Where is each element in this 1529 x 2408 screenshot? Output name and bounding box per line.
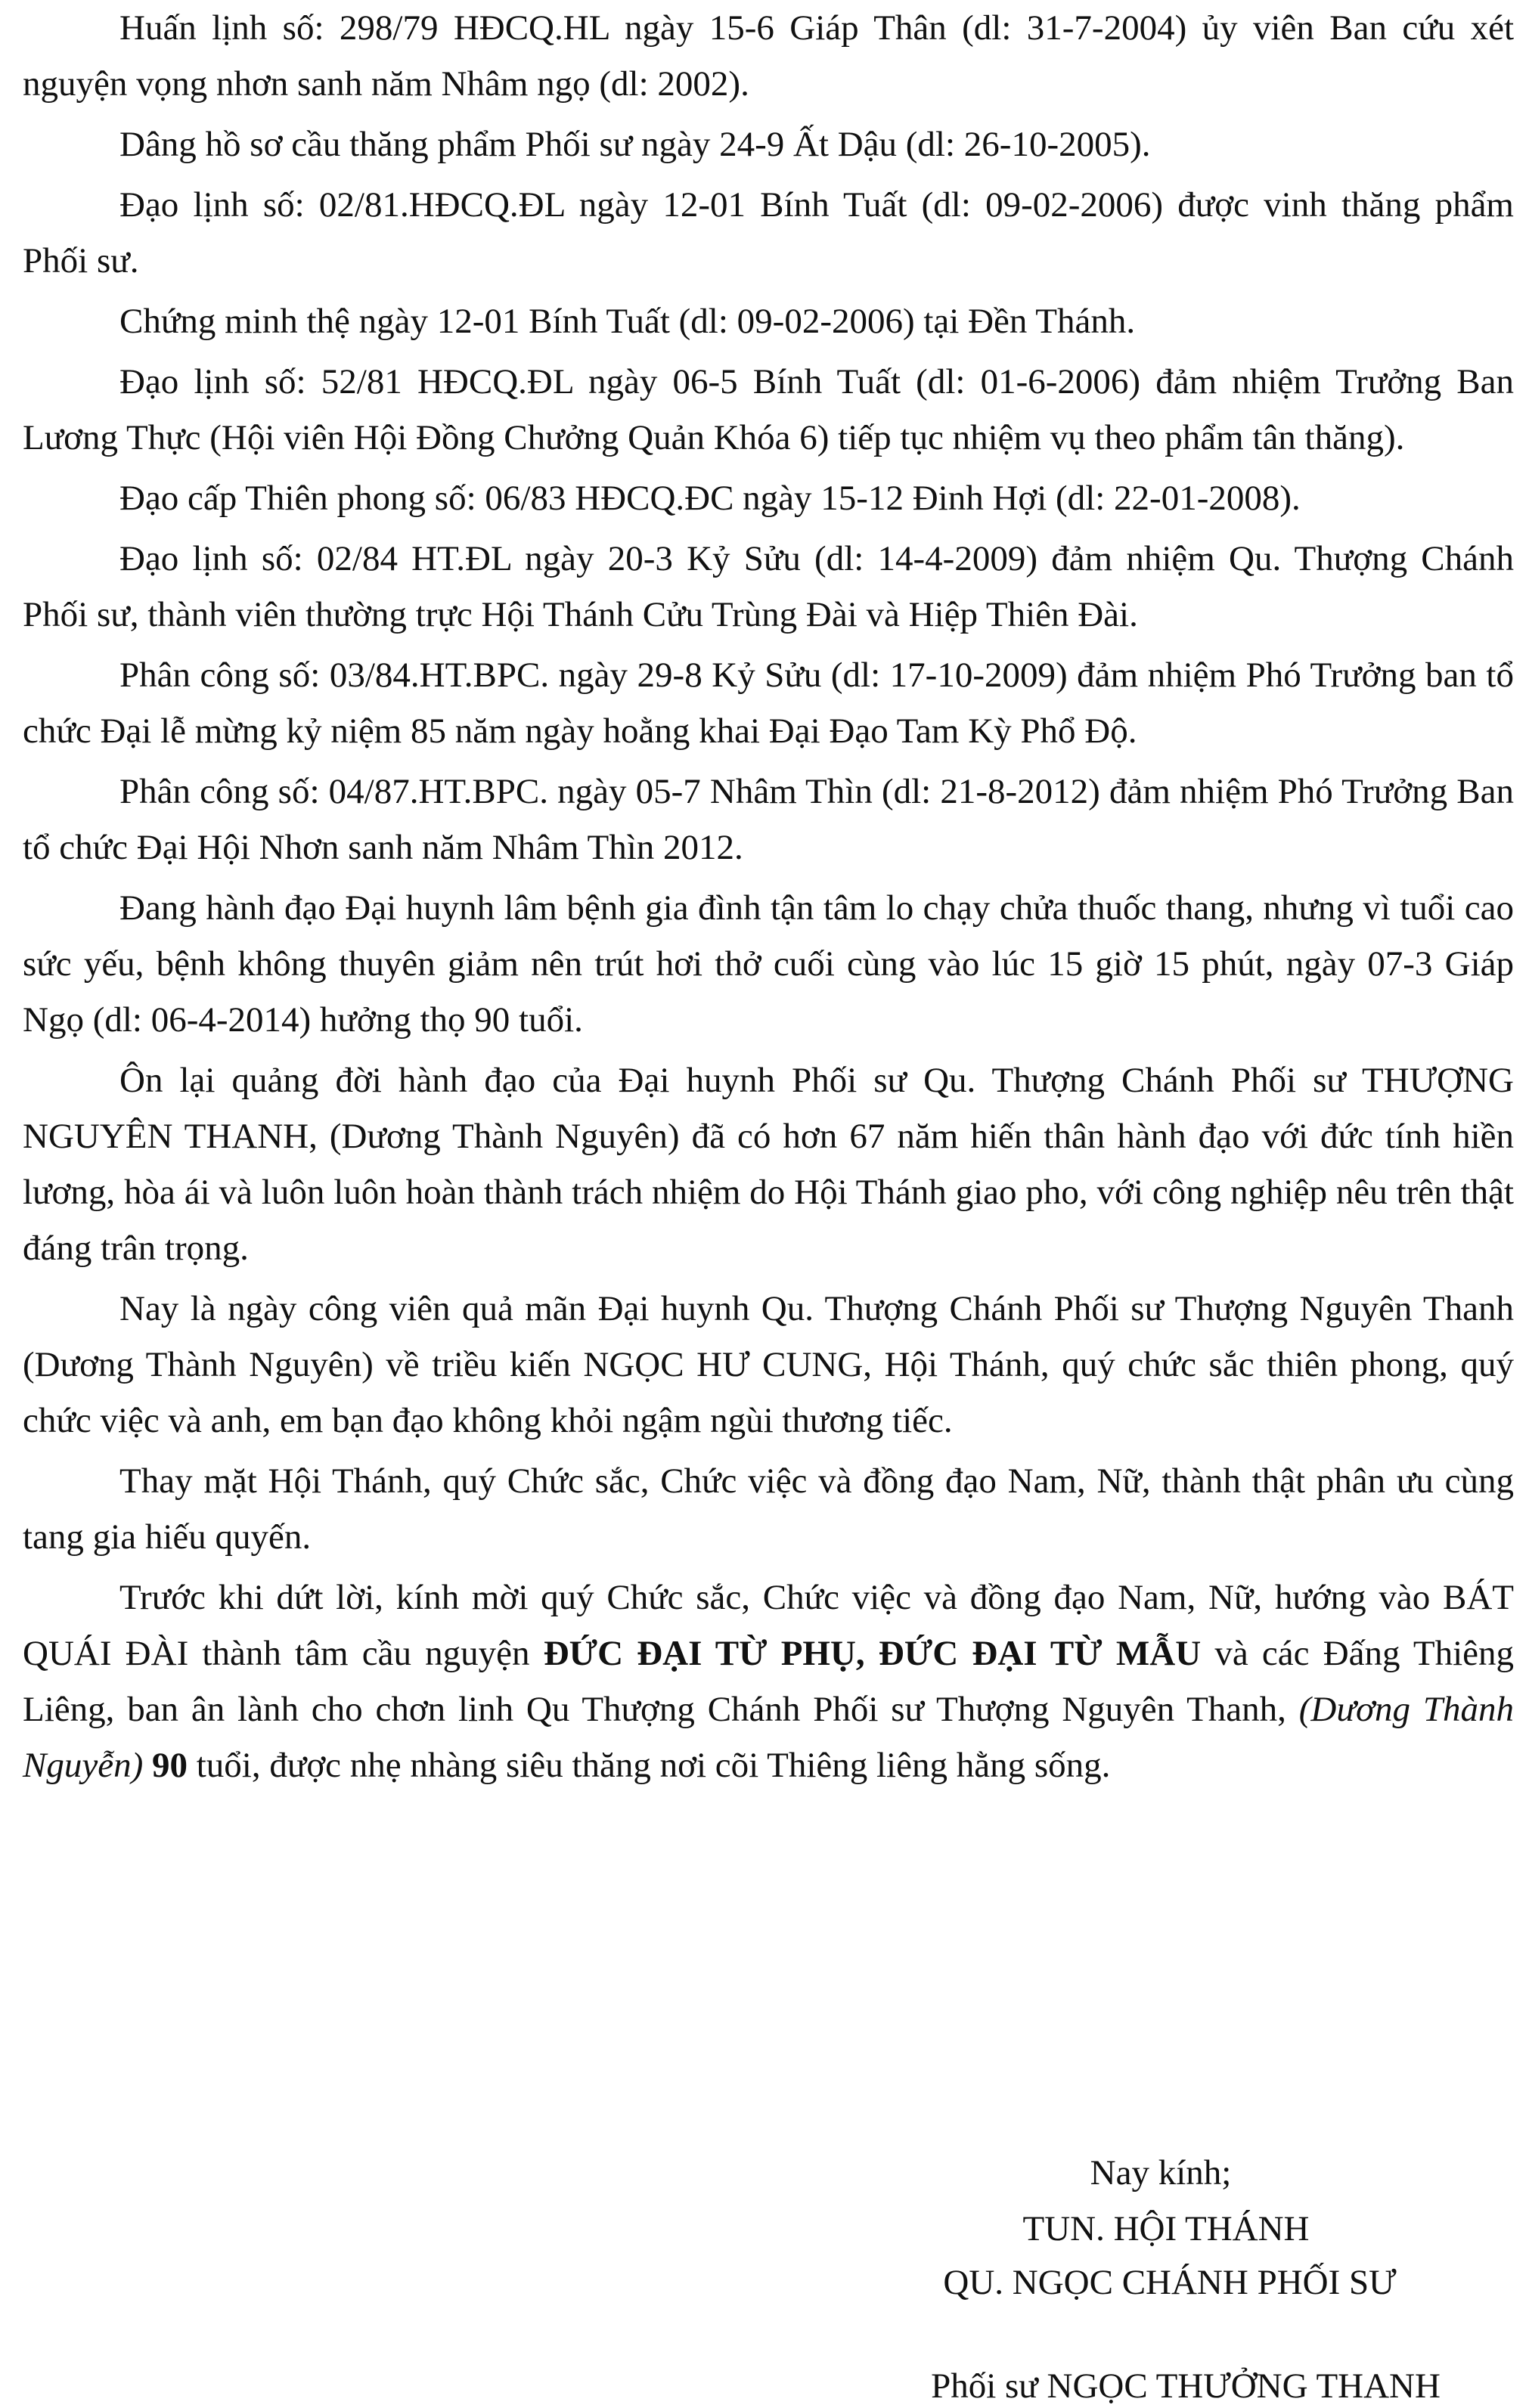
- paragraph-9: Phân công số: 04/87.HT.BPC. ngày 05-7 Nhâm Thìn (dl: 21-8-2012) đảm nhiệm Phó Trưởng Ban tổ chức Đại Hội Nhơn sanh năm Nhâm Thìn 2012.: [23, 772, 1514, 867]
- signature-organization: TUN. HỘI THÁNH: [1022, 2209, 1310, 2248]
- signature-title: QU. NGỌC CHÁNH PHỐI SƯ: [943, 2263, 1397, 2302]
- paragraph-6: Đạo cấp Thiên phong số: 06/83 HĐCQ.ĐC ngày 15-12 Đinh Hợi (dl: 22-01-2008).: [119, 479, 1301, 518]
- closing-paragraph: [23, 1570, 1514, 1793]
- closing-text-4: tuổi, được nhẹ nhàng siêu thăng nơi cõi Thiêng liêng hằng sống.: [187, 1746, 1111, 1785]
- signature-respect: Nay kính;: [1090, 2153, 1232, 2193]
- closing-text-3: [143, 1746, 152, 1785]
- paragraph-11: Ôn lại quảng đời hành đạo của Đại huynh Phối sư Qu. Thượng Chánh Phối sư THƯỢNG NGUYÊN THANH, (Dương Thành Nguyên) đã có hơn 67 năm hiến thân hành đạo với đức tính hiền lương, hòa ái và luôn luôn hoàn thành trách nhiệm do Hội Thánh giao pho, với công nghiệp nêu trên thật đáng trân trọng.: [23, 1061, 1514, 1268]
- signature-name: Phối sư NGỌC THƯỞNG THANH: [931, 2366, 1441, 2406]
- paragraph-10: Đang hành đạo Đại huynh lâm bệnh gia đình tận tâm lo chạy chửa thuốc thang, nhưng vì tuổi cao sức yếu, bệnh không thuyên giảm nên trút hơi thở cuối cùng vào lúc 15 giờ 15 phút, ngày 07-3 Giáp Ngọ (dl: 06-4-2014) hưởng thọ 90 tuổi.: [23, 888, 1514, 1040]
- closing-bold-age: 90: [151, 1746, 188, 1785]
- closing-text-2: và các Đấng Thiêng Liêng, ban ân lành cho chơn linh Qu Thượng Chánh Phối sư Thượng Nguyên Thanh,: [23, 1634, 1514, 1729]
- paragraph-2: Dâng hồ sơ cầu thăng phẩm Phối sư ngày 24-9 Ất Dậu (dl: 26-10-2005).: [119, 125, 1151, 164]
- paragraph-4: Chứng minh thệ ngày 12-01 Bính Tuất (dl: 09-02-2006) tại Đền Thánh.: [119, 302, 1136, 341]
- paragraph-5: Đạo lịnh số: 52/81 HĐCQ.ĐL ngày 06-5 Bính Tuất (dl: 01-6-2006) đảm nhiệm Trưởng Ban Lương Thực (Hội viên Hội Đồng Chưởng Quản Khóa 6) tiếp tục nhiệm vụ theo phẩm tân thăng).: [23, 362, 1514, 457]
- document-body: [23, 0, 1514, 1793]
- paragraph-1: Huấn lịnh số: 298/79 HĐCQ.HL ngày 15-6 Giáp Thân (dl: 31-7-2004) ủy viên Ban cứu xét nguyện vọng nhơn sanh năm Nhâm ngọ (dl: 2002).: [23, 8, 1514, 104]
- paragraph-7: Đạo lịnh số: 02/84 HT.ĐL ngày 20-3 Kỷ Sửu (dl: 14-4-2009) đảm nhiệm Qu. Thượng Chánh Phối sư, thành viên thường trực Hội Thánh Cửu Trùng Đài và Hiệp Thiên Đài.: [23, 539, 1514, 634]
- paragraph-8: Phân công số: 03/84.HT.BPC. ngày 29-8 Kỷ Sửu (dl: 17-10-2009) đảm nhiệm Phó Trưởng ban tổ chức Đại lễ mừng kỷ niệm 85 năm ngày hoằng khai Đại Đạo Tam Kỳ Phổ Độ.: [23, 655, 1514, 751]
- closing-text-1: Trước khi dứt lời, kính mời quý Chức sắc, Chức việc và đồng đạo Nam, Nữ, hướng vào BÁT QUÁI ĐÀI thành tâm cầu nguyện: [23, 1578, 1514, 1673]
- paragraph-12: Nay là ngày công viên quả mãn Đại huynh Qu. Thượng Chánh Phối sư Thượng Nguyên Thanh (Dương Thành Nguyên) về triều kiến NGỌC HƯ CUNG, Hội Thánh, quý chức sắc thiên phong, quý chức việc và anh, em bạn đạo không khỏi ngậm ngùi thương tiếc.: [23, 1289, 1514, 1440]
- document-page: [23, 0, 1515, 2406]
- paragraph-3: Đạo lịnh số: 02/81.HĐCQ.ĐL ngày 12-01 Bính Tuất (dl: 09-02-2006) được vinh thăng phẩm Phối sư.: [23, 185, 1514, 280]
- paragraph-13: Thay mặt Hội Thánh, quý Chức sắc, Chức việc và đồng đạo Nam, Nữ, thành thật phân ưu cùng tang gia hiếu quyến.: [23, 1461, 1514, 1557]
- closing-italic-name: (Dương Thành Nguyễn): [23, 1690, 1515, 1785]
- closing-bold-deities: ĐỨC ĐẠI TỪ PHỤ, ĐỨC ĐẠI TỪ MẪU: [543, 1634, 1202, 1673]
